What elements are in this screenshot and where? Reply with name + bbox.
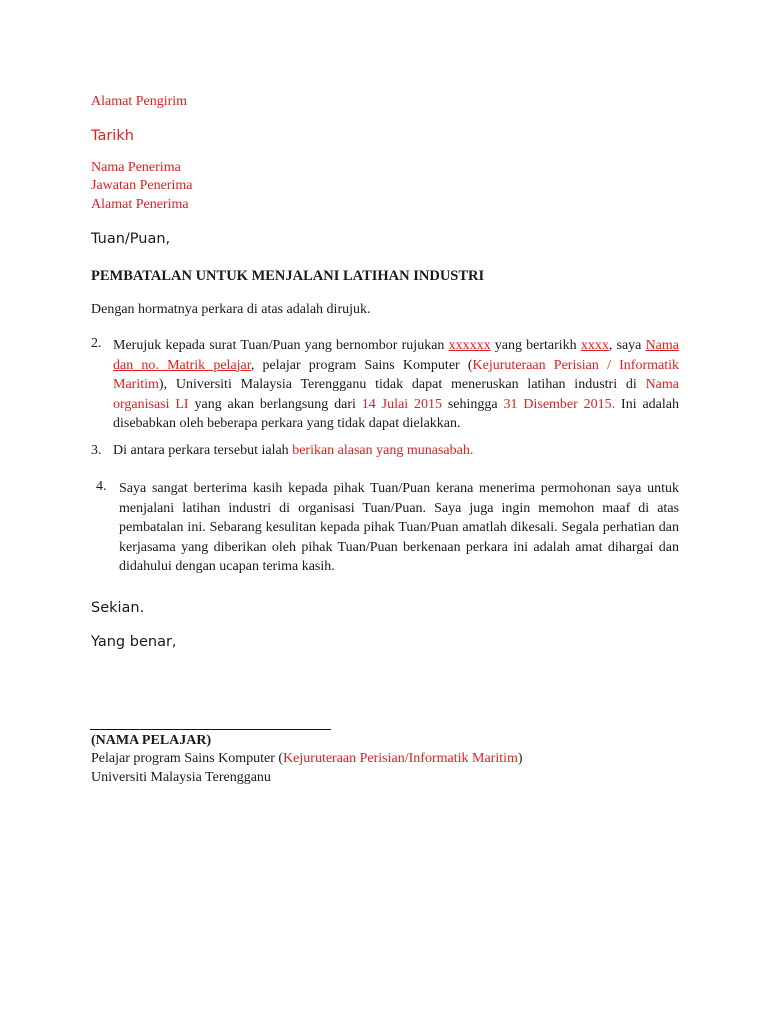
reference-number: xxxxxx bbox=[448, 338, 491, 353]
para2-text: Merujuk kepada surat Tuan/Puan yang bernombor rujukan xxxxxx yang bertarikh xxxx, saya Nama dan no. Matrik pelajar, pelajar program Sains Komputer (Kejuruteraan Perisian / Informatik Maritim), Universiti Malaysia Terengganu tidak dapat meneruskan latihan industri di Nama organisasi LI yang akan berlangsung dari 14 Julai 2015 sehingga 31 Disember 2015. Ini adalah disebabkan oleh beberapa perkara yang tidak dapat dielakkan. bbox=[113, 338, 680, 431]
signer-program: Pelajar program Sains Komputer (Kejuruteraan Perisian/Informatik Maritim) bbox=[91, 751, 523, 766]
para4-number: 4. bbox=[96, 479, 107, 494]
start-date: 14 Julai 2015 bbox=[361, 396, 442, 412]
sender-address: Alamat Pengirim bbox=[91, 94, 188, 109]
salutation: Tuan/Puan, bbox=[91, 231, 171, 247]
para2-number: 2. bbox=[91, 336, 102, 351]
reason-placeholder: berikan alasan yang munasabah. bbox=[292, 443, 474, 458]
letter-date: Tarikh bbox=[91, 128, 134, 144]
recipient-address: Alamat Penerima bbox=[91, 197, 189, 212]
para3-text: Di antara perkara tersebut ialah berikan alasan yang munasabah. bbox=[113, 443, 474, 458]
organisation-name: Nama organisasi LI bbox=[113, 377, 679, 412]
closing-sekian: Sekian. bbox=[91, 600, 145, 616]
signer-program-name: Kejuruteraan Perisian/Informatik Maritim bbox=[283, 751, 518, 766]
recipient-name: Nama Penerima bbox=[91, 160, 181, 175]
signer-name: (NAMA PELAJAR) bbox=[91, 733, 212, 748]
para4-text: Saya sangat berterima kasih kepada pihak Tuan/Puan kerana menerima permohonan saya untuk menjalani latihan industri di organisasi Tuan/Puan. Saya juga ingin memohon maaf di atas pembatalan ini. Sebarang kesulitan kepada pihak Tuan/Puan amatlah dikesali. Segala perhatian dan kerjasama yang diberikan oleh pihak Tuan/Puan berkenaan perkara ini adalah amat dihargai dan didahului dengan ucapan terima kasih. bbox=[119, 481, 679, 574]
reference-date: xxxx bbox=[580, 338, 609, 353]
recipient-position: Jawatan Penerima bbox=[91, 178, 193, 193]
closing-yang-benar: Yang benar, bbox=[91, 634, 177, 650]
letter-title: PEMBATALAN UNTUK MENJALANI LATIHAN INDUSTRI bbox=[91, 268, 485, 284]
signer-university: Universiti Malaysia Terengganu bbox=[91, 770, 271, 785]
program-name: Kejuruteraan Perisian / Informatik Maritim bbox=[113, 357, 680, 392]
para3-number: 3. bbox=[91, 443, 102, 458]
student-name-matric: Nama dan no. Matrik pelajar bbox=[113, 338, 679, 373]
end-date: 31 Disember 2015. bbox=[503, 396, 616, 412]
opening-line: Dengan hormatnya perkara di atas adalah dirujuk. bbox=[91, 302, 371, 317]
signature-line bbox=[90, 729, 331, 730]
